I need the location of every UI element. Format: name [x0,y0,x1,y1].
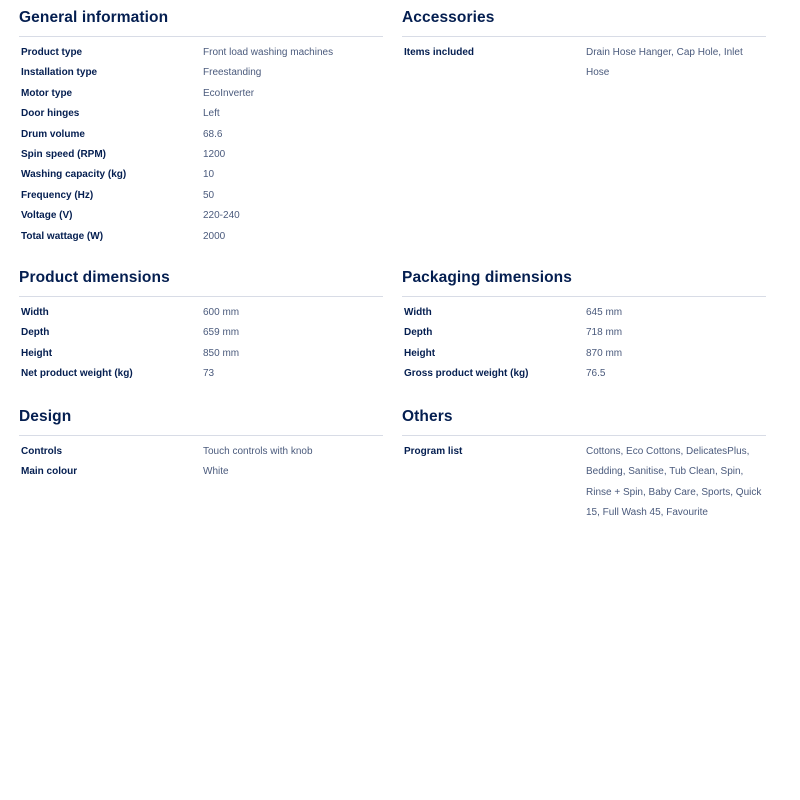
spec-row-spin-speed [21,145,383,165]
spec-label: Depth [21,327,50,339]
spec-value: 73 [203,368,215,380]
spec-value: Touch controls with knob [203,446,313,457]
section-divider [19,435,383,436]
spec-row-drum-volume [21,125,383,145]
spec-row-motor-type [21,84,383,104]
spec-label: Program list [404,446,463,457]
spec-value: Left [203,108,220,120]
spec-value: Freestanding [203,67,262,79]
section-title: Accessories [402,9,495,26]
spec-value: White [203,466,229,478]
section-divider [19,296,383,297]
spec-value: 850 mm [203,347,240,359]
spec-label: Washing capacity (kg) [21,169,127,181]
spec-label: Voltage (V) [21,210,73,222]
spec-list [402,303,766,385]
spec-row-items-included [404,43,766,84]
spec-label: Width [404,307,432,318]
spec-row-total-wattage [21,227,383,247]
section-title: Product dimensions [19,269,170,286]
spec-row-width [21,303,383,323]
spec-value: EcoInverter [203,87,255,99]
spec-row-door-hinges [21,104,383,124]
spec-value: Front load washing machines [203,47,334,58]
spec-label: Frequency (Hz) [21,189,94,201]
spec-row-installation-type [21,63,383,83]
spec-row-frequency [21,186,383,206]
section-divider [402,435,766,436]
spec-row-height [404,344,766,364]
spec-label: Total wattage (W) [21,230,104,242]
spec-label: Gross product weight (kg) [404,368,529,380]
spec-label: Net product weight (kg) [21,368,133,380]
spec-value: 68.6 [203,128,223,140]
spec-row-depth [21,323,383,343]
section-product-dimensions [19,268,383,385]
section-divider [19,36,383,37]
spec-label: Product type [21,47,83,58]
spec-row-width [404,303,766,323]
section-title: Packaging dimensions [402,269,572,286]
spec-row-washing-capacity [21,165,383,185]
spec-row-product-type [21,43,383,63]
spec-list [19,43,383,247]
spec-value: 600 mm [203,307,240,318]
spec-list [19,303,383,385]
spec-value: 220-240 [203,210,240,222]
section-others [402,407,766,524]
section-design [19,407,383,483]
spec-list [402,442,766,524]
spec-row-controls [21,442,383,462]
spec-label: Height [21,347,53,359]
spec-value: 50 [203,189,215,201]
spec-value: Cottons, Eco Cottons, DelicatesPlus, Bedding, Sanitise, Tub Clean, Spin, Rinse + Spin, Baby Care, Sports, Quick 15, Full Wash 45, Favourite [586,446,762,519]
spec-row-program-list [404,442,766,524]
spec-list [402,43,766,84]
section-divider [402,36,766,37]
spec-value: Drain Hose Hanger, Cap Hole, Inlet Hose [586,47,743,79]
spec-label: Controls [21,446,63,457]
spec-label: Main colour [21,466,78,478]
spec-value: 870 mm [586,347,623,359]
spec-label: Depth [404,327,433,339]
spec-row-depth [404,323,766,343]
spec-row-gross-weight [404,364,766,384]
spec-value: 1200 [203,149,226,161]
spec-value: 718 mm [586,327,623,339]
spec-label: Drum volume [21,128,85,140]
section-title: Others [402,408,453,425]
section-packaging-dimensions [402,268,766,385]
section-title: Design [19,408,72,425]
spec-label: Items included [404,47,475,58]
spec-label: Installation type [21,67,98,79]
spec-label: Spin speed (RPM) [21,149,107,161]
spec-value: 659 mm [203,327,240,339]
spec-row-voltage [21,206,383,226]
spec-value: 76.5 [586,368,606,380]
section-general-information [19,8,383,247]
spec-value: 2000 [203,230,226,242]
spec-label: Motor type [21,87,73,99]
spec-value: 10 [203,169,215,181]
spec-value: 645 mm [586,307,623,318]
spec-label: Door hinges [21,108,80,120]
spec-list [19,442,383,483]
spec-label: Height [404,347,436,359]
spec-row-net-weight [21,364,383,384]
spec-row-height [21,344,383,364]
section-accessories [402,8,766,84]
section-divider [402,296,766,297]
section-title: General information [19,9,169,26]
spec-label: Width [21,307,49,318]
spec-row-main-colour [21,462,383,482]
